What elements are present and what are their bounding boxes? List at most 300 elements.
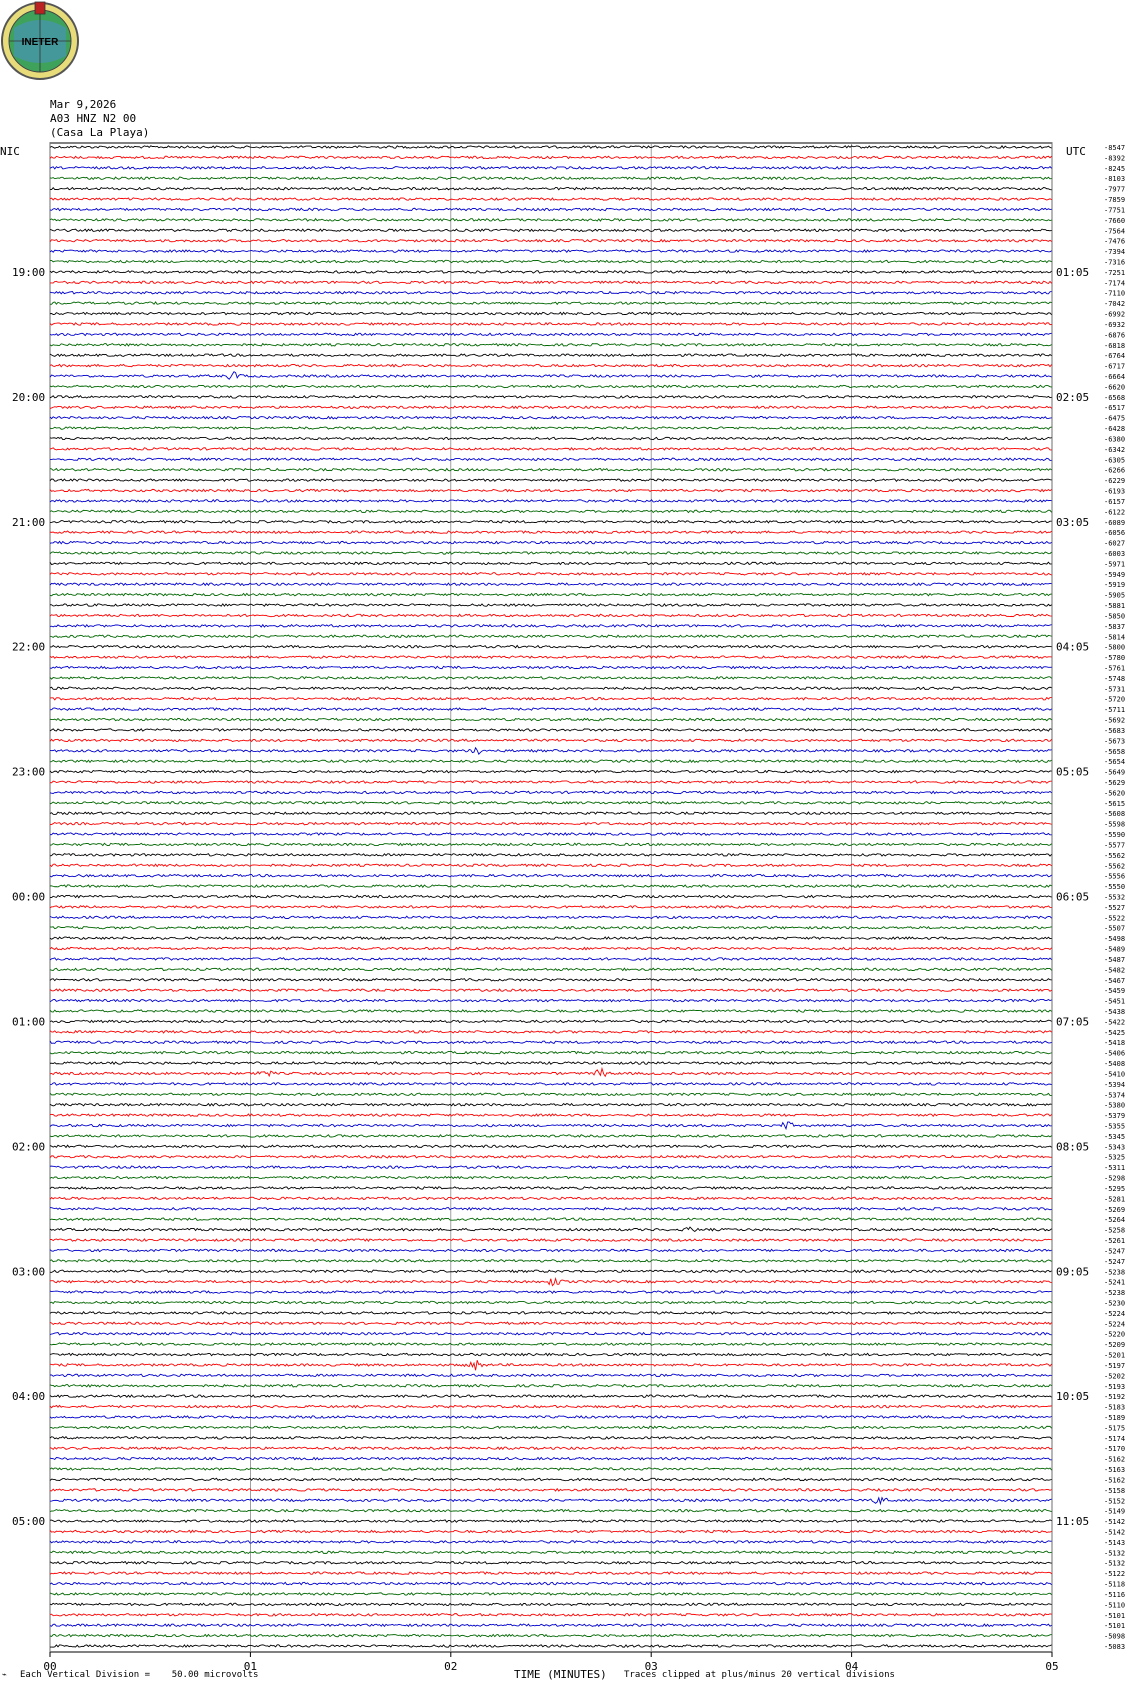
seismic-trace [50, 541, 1052, 543]
seismic-trace [50, 177, 1052, 179]
seismic-trace [50, 271, 1052, 273]
local-hour-label: 19:00 [12, 265, 46, 279]
seismic-trace [50, 593, 1052, 595]
seismic-trace [50, 1572, 1052, 1574]
trace-value-label: -8392 [1104, 154, 1126, 163]
trace-value-label: -5132 [1104, 1549, 1126, 1558]
seismic-trace [50, 156, 1052, 158]
trace-value-label: -5629 [1104, 778, 1126, 787]
trace-value-label: -5142 [1104, 1528, 1126, 1537]
seismic-trace [50, 822, 1052, 824]
trace-value-label: -5241 [1104, 1278, 1126, 1287]
utc-hour-label: 08:05 [1056, 1140, 1090, 1154]
trace-value-label: -6305 [1104, 456, 1126, 465]
x-tick-label: 00 [43, 1660, 57, 1673]
seismic-trace [50, 1509, 1052, 1511]
seismic-trace [50, 1291, 1052, 1293]
seismic-trace [50, 614, 1052, 616]
trace-value-label: -5189 [1104, 1413, 1126, 1422]
trace-value-label: -5562 [1104, 862, 1126, 871]
local-hour-label: 22:00 [12, 640, 46, 654]
seismic-trace [50, 1520, 1052, 1522]
seismic-trace [50, 895, 1052, 897]
scale-icon: ⌁ [2, 1670, 7, 1679]
seismic-trace [50, 1582, 1052, 1584]
seismic-trace [50, 406, 1052, 408]
trace-value-label: -5598 [1104, 820, 1126, 829]
seismic-trace [50, 479, 1052, 481]
trace-value-label: -5590 [1104, 831, 1126, 840]
seismic-trace [50, 812, 1052, 814]
trace-value-label: -6717 [1104, 362, 1126, 371]
trace-value-label: -6342 [1104, 445, 1126, 454]
seismic-trace [50, 219, 1052, 221]
seismic-trace [50, 1301, 1052, 1303]
trace-value-label: -5881 [1104, 602, 1126, 611]
seismic-trace [50, 1020, 1052, 1022]
trace-value-label: -5118 [1104, 1580, 1126, 1589]
trace-value-label: -5258 [1104, 1226, 1126, 1235]
trace-value-label: -5298 [1104, 1174, 1126, 1183]
trace-value-label: -6027 [1104, 539, 1126, 548]
trace-value-label: -5577 [1104, 841, 1126, 850]
trace-value-label: -6122 [1104, 508, 1126, 517]
trace-value-label: -8245 [1104, 164, 1126, 173]
seismic-trace [50, 281, 1052, 283]
plot-frame [50, 143, 1052, 1652]
utc-hour-label: 10:05 [1056, 1390, 1090, 1404]
seismic-trace [50, 1360, 1052, 1370]
seismic-trace [50, 1062, 1052, 1064]
trace-value-label: -6266 [1104, 466, 1126, 475]
seismic-trace [50, 1135, 1052, 1137]
utc-hour-label: 02:05 [1056, 390, 1090, 404]
trace-value-label: -5837 [1104, 622, 1126, 631]
x-tick-label: 04 [844, 1660, 859, 1673]
seismic-trace [50, 229, 1052, 231]
seismic-trace [50, 521, 1052, 523]
seismic-trace [50, 1239, 1052, 1241]
trace-value-label: -5158 [1104, 1486, 1126, 1495]
trace-value-label: -5658 [1104, 747, 1126, 756]
local-hour-label: 05:00 [12, 1515, 46, 1529]
seismic-trace [50, 489, 1052, 491]
seismic-trace [50, 927, 1052, 929]
seismic-trace [50, 146, 1052, 148]
seismic-trace [50, 240, 1052, 242]
seismic-trace [50, 562, 1052, 564]
seismic-trace [50, 604, 1052, 606]
seismic-trace [50, 1645, 1052, 1647]
trace-value-label: -5814 [1104, 633, 1126, 642]
trace-value-label: -5654 [1104, 758, 1126, 767]
trace-value-label: -5418 [1104, 1039, 1126, 1048]
seismic-trace [50, 739, 1052, 741]
seismic-trace [50, 968, 1052, 970]
seismic-trace [50, 1093, 1052, 1095]
seismic-trace [50, 292, 1052, 294]
trace-value-label: -5122 [1104, 1570, 1126, 1579]
seismic-trace [50, 874, 1052, 876]
seismic-trace [50, 1208, 1052, 1210]
trace-value-label: -5438 [1104, 1008, 1126, 1017]
local-hour-label: 21:00 [12, 515, 46, 529]
seismic-trace [50, 958, 1052, 960]
trace-value-label: -5649 [1104, 768, 1126, 777]
seismic-trace [50, 364, 1052, 366]
seismic-trace [50, 770, 1052, 772]
seismic-trace [50, 1122, 1052, 1129]
trace-value-label: -7110 [1104, 289, 1126, 298]
trace-value-label: -5162 [1104, 1476, 1126, 1485]
trace-value-label: -5230 [1104, 1299, 1126, 1308]
trace-value-label: -5345 [1104, 1132, 1126, 1141]
seismic-trace [50, 864, 1052, 866]
seismic-trace [50, 1562, 1052, 1564]
trace-value-label: -5152 [1104, 1497, 1126, 1506]
seismic-trace [50, 1249, 1052, 1251]
utc-hour-label: 11:05 [1056, 1515, 1090, 1529]
utc-timezone-label: UTC [1066, 145, 1086, 158]
seismic-trace [50, 1457, 1052, 1459]
local-hour-label: 20:00 [12, 390, 46, 404]
trace-value-label: -5608 [1104, 810, 1126, 819]
seismic-trace [50, 1333, 1052, 1335]
trace-value-label: -6664 [1104, 373, 1126, 382]
trace-value-label: -6620 [1104, 383, 1126, 392]
seismic-trace [50, 833, 1052, 835]
seismic-trace [50, 1437, 1052, 1439]
trace-value-label: -5800 [1104, 643, 1126, 652]
trace-value-label: -5110 [1104, 1601, 1126, 1610]
trace-value-label: -5556 [1104, 872, 1126, 881]
local-hour-label: 00:00 [12, 890, 46, 904]
seismic-trace [50, 729, 1052, 731]
trace-value-label: -5482 [1104, 966, 1126, 975]
seismic-trace [50, 1405, 1052, 1407]
trace-value-label: -5224 [1104, 1320, 1126, 1329]
trace-value-label: -6193 [1104, 487, 1126, 496]
trace-value-label: -5142 [1104, 1518, 1126, 1527]
seismic-trace [50, 625, 1052, 627]
trace-value-label: -5748 [1104, 674, 1126, 683]
seismic-trace [50, 1069, 1052, 1077]
seismic-trace [50, 937, 1052, 939]
station-location: (Casa La Playa) [50, 126, 150, 139]
trace-value-label: -5410 [1104, 1070, 1126, 1079]
seismic-trace [50, 781, 1052, 783]
trace-value-label: -5374 [1104, 1091, 1126, 1100]
trace-value-label: -5489 [1104, 945, 1126, 954]
trace-value-label: -6517 [1104, 404, 1126, 413]
trace-value-label: -5731 [1104, 685, 1126, 694]
trace-value-label: -5238 [1104, 1268, 1126, 1277]
trace-value-label: -6428 [1104, 425, 1126, 434]
trace-value-label: -6475 [1104, 414, 1126, 423]
trace-value-label: -5295 [1104, 1184, 1126, 1193]
seismic-trace [50, 427, 1052, 429]
seismic-trace [50, 1426, 1052, 1428]
seismic-trace [50, 354, 1052, 356]
trace-value-label: -5949 [1104, 570, 1126, 579]
seismic-trace [50, 1385, 1052, 1387]
seismic-trace [50, 1447, 1052, 1449]
trace-value-label: -5202 [1104, 1372, 1126, 1381]
trace-value-label: -5311 [1104, 1164, 1126, 1173]
trace-value-label: -5269 [1104, 1205, 1126, 1214]
trace-value-label: -5459 [1104, 987, 1126, 996]
trace-value-label: -6157 [1104, 497, 1126, 506]
seismic-trace [50, 1197, 1052, 1199]
seismic-trace [50, 312, 1052, 314]
trace-value-label: -5550 [1104, 883, 1126, 892]
seismic-trace [50, 1260, 1052, 1262]
seismic-trace [50, 1498, 1052, 1504]
trace-value-label: -5162 [1104, 1455, 1126, 1464]
seismic-trace [50, 1343, 1052, 1345]
utc-hour-label: 03:05 [1056, 515, 1090, 529]
trace-value-label: -5406 [1104, 1049, 1126, 1058]
seismic-trace [50, 167, 1052, 169]
seismic-trace [50, 344, 1052, 346]
trace-value-label: -7751 [1104, 206, 1126, 215]
seismic-trace [50, 1279, 1052, 1286]
trace-value-label: -5149 [1104, 1507, 1126, 1516]
trace-value-label: -5083 [1104, 1643, 1126, 1651]
seismic-trace [50, 1166, 1052, 1168]
seismic-trace [50, 1312, 1052, 1314]
x-tick-label: 05 [1045, 1660, 1059, 1673]
trace-value-label: -5850 [1104, 612, 1126, 621]
local-hour-label: 23:00 [12, 765, 46, 779]
trace-value-label: -5507 [1104, 924, 1126, 933]
trace-value-label: -5116 [1104, 1590, 1126, 1599]
seismic-trace [50, 1395, 1052, 1397]
trace-value-label: -5132 [1104, 1559, 1126, 1568]
trace-value-label: -6089 [1104, 518, 1126, 527]
seismic-trace [50, 198, 1052, 200]
logo-text: INETER [21, 37, 59, 48]
trace-value-label: -5174 [1104, 1434, 1126, 1443]
trace-value-label: -7660 [1104, 216, 1126, 225]
seismic-trace [50, 448, 1052, 450]
trace-value-label: -5281 [1104, 1195, 1126, 1204]
trace-value-label: -7316 [1104, 258, 1126, 267]
trace-value-label: -5183 [1104, 1403, 1126, 1412]
seismic-trace [50, 1145, 1052, 1147]
trace-value-label: -5193 [1104, 1382, 1126, 1391]
x-axis-title: TIME (MINUTES) [514, 1668, 607, 1681]
trace-value-label: -5620 [1104, 789, 1126, 798]
seismic-trace [50, 385, 1052, 387]
seismic-trace [50, 1603, 1052, 1605]
seismic-trace [50, 573, 1052, 575]
seismic-trace [50, 469, 1052, 471]
seismic-trace [50, 854, 1052, 856]
trace-value-label: -7174 [1104, 279, 1126, 288]
trace-value-label: -5098 [1104, 1632, 1126, 1641]
clip-note: Traces clipped at plus/minus 20 vertical divisions [624, 1670, 895, 1680]
utc-hour-label: 09:05 [1056, 1265, 1090, 1279]
seismic-trace [50, 250, 1052, 252]
trace-value-label: -5562 [1104, 851, 1126, 860]
seismic-trace [50, 1187, 1052, 1189]
seismic-trace [50, 1541, 1052, 1543]
seismic-trace [50, 1374, 1052, 1376]
seismic-trace [50, 1010, 1052, 1012]
trace-value-label: -5355 [1104, 1122, 1126, 1131]
utc-hour-label: 04:05 [1056, 640, 1090, 654]
trace-value-label: -6876 [1104, 331, 1126, 340]
seismic-trace [50, 1551, 1052, 1553]
seismic-trace [50, 1468, 1052, 1470]
trace-value-label: -5711 [1104, 706, 1126, 715]
seismic-trace [50, 1489, 1052, 1491]
record-date: Mar 9,2026 [50, 98, 117, 111]
seismic-trace [50, 635, 1052, 637]
utc-hour-label: 05:05 [1056, 765, 1090, 779]
seismic-trace [50, 323, 1052, 325]
seismic-trace [50, 906, 1052, 908]
local-hour-label: 03:00 [12, 1265, 46, 1279]
local-hour-label: 04:00 [12, 1390, 46, 1404]
trace-value-label: -6932 [1104, 320, 1126, 329]
seismic-trace [50, 999, 1052, 1001]
seismic-trace [50, 458, 1052, 460]
trace-value-label: -6818 [1104, 341, 1126, 350]
seismic-trace [50, 843, 1052, 845]
trace-value-label: -5905 [1104, 591, 1126, 600]
seismic-trace [50, 1156, 1052, 1158]
trace-value-label: -5408 [1104, 1060, 1126, 1069]
utc-hour-label: 01:05 [1056, 265, 1090, 279]
seismic-trace [50, 677, 1052, 679]
seismic-trace [50, 208, 1052, 210]
local-timezone-label: NIC [0, 145, 20, 158]
seismic-trace [50, 760, 1052, 762]
trace-value-label: -8547 [1104, 144, 1126, 152]
seismic-trace [50, 1176, 1052, 1178]
trace-value-label: -7564 [1104, 227, 1126, 236]
seismic-trace [50, 645, 1052, 647]
seismic-trace [50, 989, 1052, 991]
trace-value-label: -5683 [1104, 726, 1126, 735]
seismic-trace [50, 260, 1052, 262]
trace-value-label: -6568 [1104, 393, 1126, 402]
trace-value-label: -6229 [1104, 477, 1126, 486]
trace-value-label: -5175 [1104, 1424, 1126, 1433]
seismic-trace [50, 500, 1052, 502]
trace-value-label: -5170 [1104, 1445, 1126, 1454]
local-hour-label: 02:00 [12, 1140, 46, 1154]
seismic-trace [50, 1634, 1052, 1636]
seismic-trace [50, 187, 1052, 189]
utc-hour-label: 06:05 [1056, 890, 1090, 904]
trace-value-label: -5224 [1104, 1309, 1126, 1318]
trace-value-label: -5209 [1104, 1341, 1126, 1350]
seismic-trace [50, 802, 1052, 804]
local-hour-label: 01:00 [12, 1015, 46, 1029]
trace-value-label: -5261 [1104, 1237, 1126, 1246]
trace-value-label: -5325 [1104, 1153, 1126, 1162]
trace-value-label: -5692 [1104, 716, 1126, 725]
trace-value-label: -5761 [1104, 664, 1126, 673]
trace-value-label: -7977 [1104, 185, 1126, 194]
x-tick-label: 02 [444, 1660, 458, 1673]
seismic-trace [50, 583, 1052, 585]
trace-value-label: -5467 [1104, 976, 1126, 985]
seismic-trace [50, 333, 1052, 335]
seismic-trace [50, 531, 1052, 533]
trace-value-label: -5380 [1104, 1101, 1126, 1110]
seismic-trace [50, 1104, 1052, 1106]
trace-value-label: -5498 [1104, 935, 1126, 944]
trace-value-label: -6992 [1104, 310, 1126, 319]
trace-value-label: -7476 [1104, 237, 1126, 246]
trace-value-label: -5425 [1104, 1028, 1126, 1037]
trace-value-label: -5451 [1104, 997, 1126, 1006]
seismic-trace [50, 1114, 1052, 1116]
seismic-trace [50, 718, 1052, 720]
trace-value-label: -5522 [1104, 914, 1126, 923]
trace-value-label: -5673 [1104, 737, 1126, 746]
trace-value-label: -5532 [1104, 893, 1126, 902]
trace-value-label: -5197 [1104, 1361, 1126, 1370]
trace-value-label: -5394 [1104, 1080, 1126, 1089]
utc-hour-label: 07:05 [1056, 1015, 1090, 1029]
trace-value-label: -5343 [1104, 1143, 1126, 1152]
seismic-trace [50, 1083, 1052, 1085]
seismic-trace [50, 947, 1052, 949]
x-tick-label: 01 [243, 1660, 258, 1673]
station-code: A03 HNZ N2 00 [50, 112, 137, 125]
trace-value-label: -5615 [1104, 799, 1126, 808]
seismic-trace [50, 1624, 1052, 1626]
trace-value-label: -5238 [1104, 1289, 1126, 1298]
trace-value-label: -6764 [1104, 352, 1126, 361]
seismic-trace [50, 1041, 1052, 1043]
seismic-trace [50, 666, 1052, 668]
trace-value-label: -6056 [1104, 529, 1126, 538]
seismic-trace [50, 302, 1052, 304]
seismic-trace [50, 1478, 1052, 1480]
seismic-trace [50, 1416, 1052, 1418]
trace-value-label: -5971 [1104, 560, 1126, 569]
trace-value-label: -5143 [1104, 1538, 1126, 1547]
trace-value-label: -6003 [1104, 549, 1126, 558]
trace-value-label: -5101 [1104, 1611, 1126, 1620]
seismic-trace [50, 1031, 1052, 1033]
seismic-trace [50, 885, 1052, 887]
trace-value-label: -5527 [1104, 903, 1126, 912]
trace-value-label: -5487 [1104, 955, 1126, 964]
trace-value-label: -7859 [1104, 196, 1126, 205]
trace-value-label: -8103 [1104, 175, 1126, 184]
seismic-trace [50, 1353, 1052, 1355]
seismic-trace [50, 1593, 1052, 1595]
seismic-trace [50, 1227, 1052, 1231]
seismic-trace [50, 656, 1052, 658]
seismic-trace [50, 698, 1052, 700]
seismic-trace [50, 791, 1052, 793]
trace-value-label: -5919 [1104, 581, 1126, 590]
trace-value-label: -5101 [1104, 1622, 1126, 1631]
seismic-trace [50, 916, 1052, 918]
trace-value-label: -5201 [1104, 1351, 1126, 1360]
seismic-trace [50, 708, 1052, 710]
trace-value-label: -5192 [1104, 1393, 1126, 1402]
trace-value-label: -5247 [1104, 1257, 1126, 1266]
